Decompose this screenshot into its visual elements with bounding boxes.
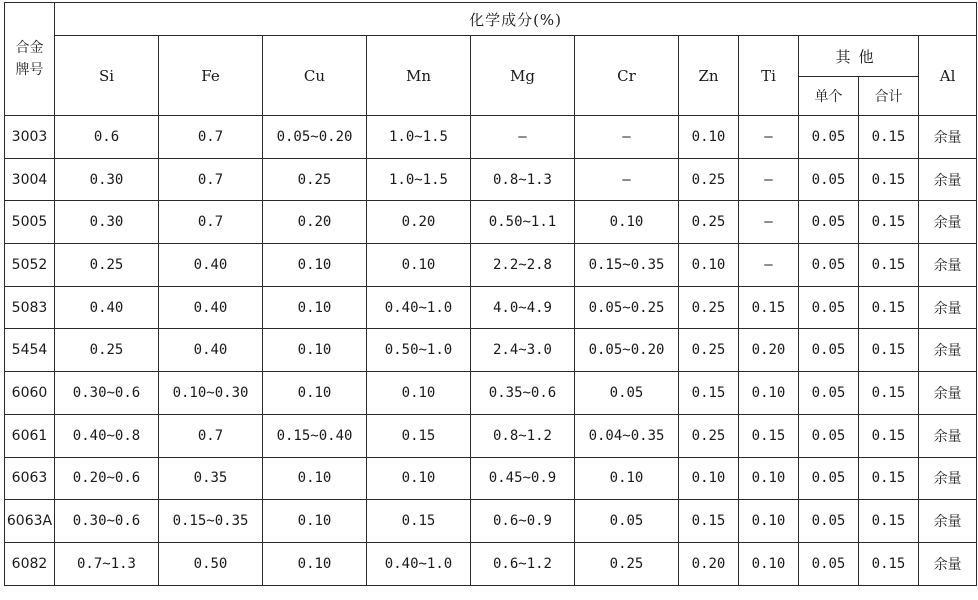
cell-other-single: 0.05: [799, 329, 859, 372]
table-row: [5, 542, 977, 585]
cell-other-total: 0.15: [859, 372, 919, 415]
cell-mn: 0.10: [367, 244, 471, 287]
cell-cu: 0.10: [263, 286, 367, 329]
cell-cr: 0.10: [575, 457, 679, 500]
cell-cu: 0.10: [263, 500, 367, 543]
cell-zn: 0.10: [679, 457, 739, 500]
cell-fe: 0.7: [159, 414, 263, 457]
cell-cu: 0.25: [263, 158, 367, 201]
element-header-mn: Mn: [367, 36, 471, 116]
balance-element-header: Al: [919, 36, 977, 116]
cell-mg: 0.6~0.9: [471, 500, 575, 543]
table-row: [5, 372, 977, 415]
cell-cu: 0.10: [263, 372, 367, 415]
cell-cr: 0.05~0.25: [575, 286, 679, 329]
cell-grade: 6082: [5, 542, 55, 585]
cell-zn: 0.25: [679, 329, 739, 372]
cell-al: 余量: [919, 244, 977, 287]
cell-zn: 0.10: [679, 244, 739, 287]
cell-ti: —: [739, 116, 799, 159]
table-body: [5, 116, 977, 586]
cell-other-total: 0.15: [859, 329, 919, 372]
cell-mn: 0.15: [367, 500, 471, 543]
other-total-header: 合计: [859, 77, 919, 116]
cell-ti: 0.10: [739, 372, 799, 415]
cell-al: 余量: [919, 201, 977, 244]
table-row: [5, 329, 977, 372]
other-single-header: 单个: [799, 77, 859, 116]
cell-si: 0.40: [55, 286, 159, 329]
cell-si: 0.30: [55, 158, 159, 201]
cell-ti: —: [739, 244, 799, 287]
cell-mg: 2.4~3.0: [471, 329, 575, 372]
cell-mg: 0.8~1.3: [471, 158, 575, 201]
cell-mn: 0.10: [367, 372, 471, 415]
cell-cu: 0.05~0.20: [263, 116, 367, 159]
cell-grade: 6063A: [5, 500, 55, 543]
cell-fe: 0.7: [159, 201, 263, 244]
cell-other-total: 0.15: [859, 158, 919, 201]
cell-fe: 0.7: [159, 158, 263, 201]
cell-mg: 0.6~1.2: [471, 542, 575, 585]
cell-mg: 0.50~1.1: [471, 201, 575, 244]
cell-mg: 4.0~4.9: [471, 286, 575, 329]
cell-zn: 0.25: [679, 201, 739, 244]
cell-ti: 0.15: [739, 286, 799, 329]
table-header: [5, 3, 977, 116]
cell-grade: 3003: [5, 116, 55, 159]
cell-al: 余量: [919, 500, 977, 543]
cell-other-total: 0.15: [859, 414, 919, 457]
cell-ti: —: [739, 201, 799, 244]
alloy-grade-header: [5, 3, 55, 116]
cell-si: 0.30~0.6: [55, 500, 159, 543]
cell-cr: 0.04~0.35: [575, 414, 679, 457]
cell-mg: 0.35~0.6: [471, 372, 575, 415]
table-row: [5, 457, 977, 500]
cell-si: 0.40~0.8: [55, 414, 159, 457]
cell-ti: 0.15: [739, 414, 799, 457]
other-header: 其他: [799, 36, 919, 77]
table-row: [5, 116, 977, 159]
element-header-fe: Fe: [159, 36, 263, 116]
cell-cu: 0.15~0.40: [263, 414, 367, 457]
cell-si: 0.30: [55, 201, 159, 244]
alloy-grade-header-line2: 牌号: [15, 62, 44, 78]
table-row: [5, 201, 977, 244]
cell-fe: 0.40: [159, 329, 263, 372]
cell-cu: 0.10: [263, 244, 367, 287]
table-row: [5, 158, 977, 201]
cell-other-total: 0.15: [859, 116, 919, 159]
cell-mg: 0.45~0.9: [471, 457, 575, 500]
composition-table: [4, 2, 977, 586]
cell-cr: 0.05: [575, 500, 679, 543]
cell-other-total: 0.15: [859, 244, 919, 287]
cell-grade: 5454: [5, 329, 55, 372]
cell-mn: 0.15: [367, 414, 471, 457]
cell-fe: 0.35: [159, 457, 263, 500]
cell-other-single: 0.05: [799, 500, 859, 543]
cell-mn: 1.0~1.5: [367, 116, 471, 159]
cell-other-single: 0.05: [799, 286, 859, 329]
cell-al: 余量: [919, 286, 977, 329]
cell-other-total: 0.15: [859, 286, 919, 329]
cell-si: 0.20~0.6: [55, 457, 159, 500]
cell-other-single: 0.05: [799, 201, 859, 244]
table-row: [5, 244, 977, 287]
cell-ti: 0.20: [739, 329, 799, 372]
cell-al: 余量: [919, 116, 977, 159]
cell-al: 余量: [919, 457, 977, 500]
cell-al: 余量: [919, 329, 977, 372]
cell-al: 余量: [919, 158, 977, 201]
cell-ti: 0.10: [739, 457, 799, 500]
table-row: [5, 414, 977, 457]
cell-grade: 6061: [5, 414, 55, 457]
cell-mn: 0.20: [367, 201, 471, 244]
cell-cu: 0.10: [263, 457, 367, 500]
cell-other-single: 0.05: [799, 542, 859, 585]
cell-mn: 0.10: [367, 457, 471, 500]
cell-si: 0.6: [55, 116, 159, 159]
cell-zn: 0.15: [679, 372, 739, 415]
cell-zn: 0.20: [679, 542, 739, 585]
cell-cr: 0.05: [575, 372, 679, 415]
cell-si: 0.7~1.3: [55, 542, 159, 585]
cell-al: 余量: [919, 414, 977, 457]
element-header-zn: Zn: [679, 36, 739, 116]
cell-cr: 0.05~0.20: [575, 329, 679, 372]
cell-si: 0.30~0.6: [55, 372, 159, 415]
cell-fe: 0.40: [159, 286, 263, 329]
cell-grade: 5083: [5, 286, 55, 329]
cell-fe: 0.50: [159, 542, 263, 585]
cell-mg: —: [471, 116, 575, 159]
cell-grade: 5005: [5, 201, 55, 244]
table-row: [5, 286, 977, 329]
composition-title: 化学成分(%): [55, 3, 977, 36]
element-header-mg: Mg: [471, 36, 575, 116]
cell-fe: 0.7: [159, 116, 263, 159]
cell-grade: 6063: [5, 457, 55, 500]
cell-grade: 3004: [5, 158, 55, 201]
cell-other-single: 0.05: [799, 158, 859, 201]
cell-cr: —: [575, 116, 679, 159]
table-row: [5, 500, 977, 543]
cell-zn: 0.25: [679, 158, 739, 201]
alloy-grade-header-line1: 合金: [15, 40, 44, 56]
cell-zn: 0.15: [679, 500, 739, 543]
cell-ti: —: [739, 158, 799, 201]
cell-other-total: 0.15: [859, 457, 919, 500]
cell-fe: 0.40: [159, 244, 263, 287]
cell-grade: 5052: [5, 244, 55, 287]
cell-mn: 1.0~1.5: [367, 158, 471, 201]
cell-al: 余量: [919, 372, 977, 415]
cell-other-single: 0.05: [799, 414, 859, 457]
cell-cu: 0.10: [263, 542, 367, 585]
cell-cu: 0.10: [263, 329, 367, 372]
cell-other-total: 0.15: [859, 201, 919, 244]
cell-other-single: 0.05: [799, 244, 859, 287]
cell-zn: 0.10: [679, 116, 739, 159]
cell-grade: 6060: [5, 372, 55, 415]
cell-al: 余量: [919, 542, 977, 585]
cell-si: 0.25: [55, 329, 159, 372]
cell-fe: 0.15~0.35: [159, 500, 263, 543]
cell-mn: 0.40~1.0: [367, 542, 471, 585]
cell-mg: 0.8~1.2: [471, 414, 575, 457]
cell-zn: 0.25: [679, 286, 739, 329]
cell-fe: 0.10~0.30: [159, 372, 263, 415]
cell-zn: 0.25: [679, 414, 739, 457]
element-header-cu: Cu: [263, 36, 367, 116]
cell-cu: 0.20: [263, 201, 367, 244]
cell-cr: 0.10: [575, 201, 679, 244]
cell-ti: 0.10: [739, 542, 799, 585]
cell-ti: 0.10: [739, 500, 799, 543]
cell-mn: 0.40~1.0: [367, 286, 471, 329]
cell-cr: 0.25: [575, 542, 679, 585]
cell-mg: 2.2~2.8: [471, 244, 575, 287]
cell-cr: 0.15~0.35: [575, 244, 679, 287]
element-header-cr: Cr: [575, 36, 679, 116]
element-header-ti: Ti: [739, 36, 799, 116]
cell-other-total: 0.15: [859, 542, 919, 585]
cell-mn: 0.50~1.0: [367, 329, 471, 372]
element-header-si: Si: [55, 36, 159, 116]
cell-cr: —: [575, 158, 679, 201]
cell-other-single: 0.05: [799, 457, 859, 500]
cell-si: 0.25: [55, 244, 159, 287]
cell-other-total: 0.15: [859, 500, 919, 543]
cell-other-single: 0.05: [799, 116, 859, 159]
cell-other-single: 0.05: [799, 372, 859, 415]
